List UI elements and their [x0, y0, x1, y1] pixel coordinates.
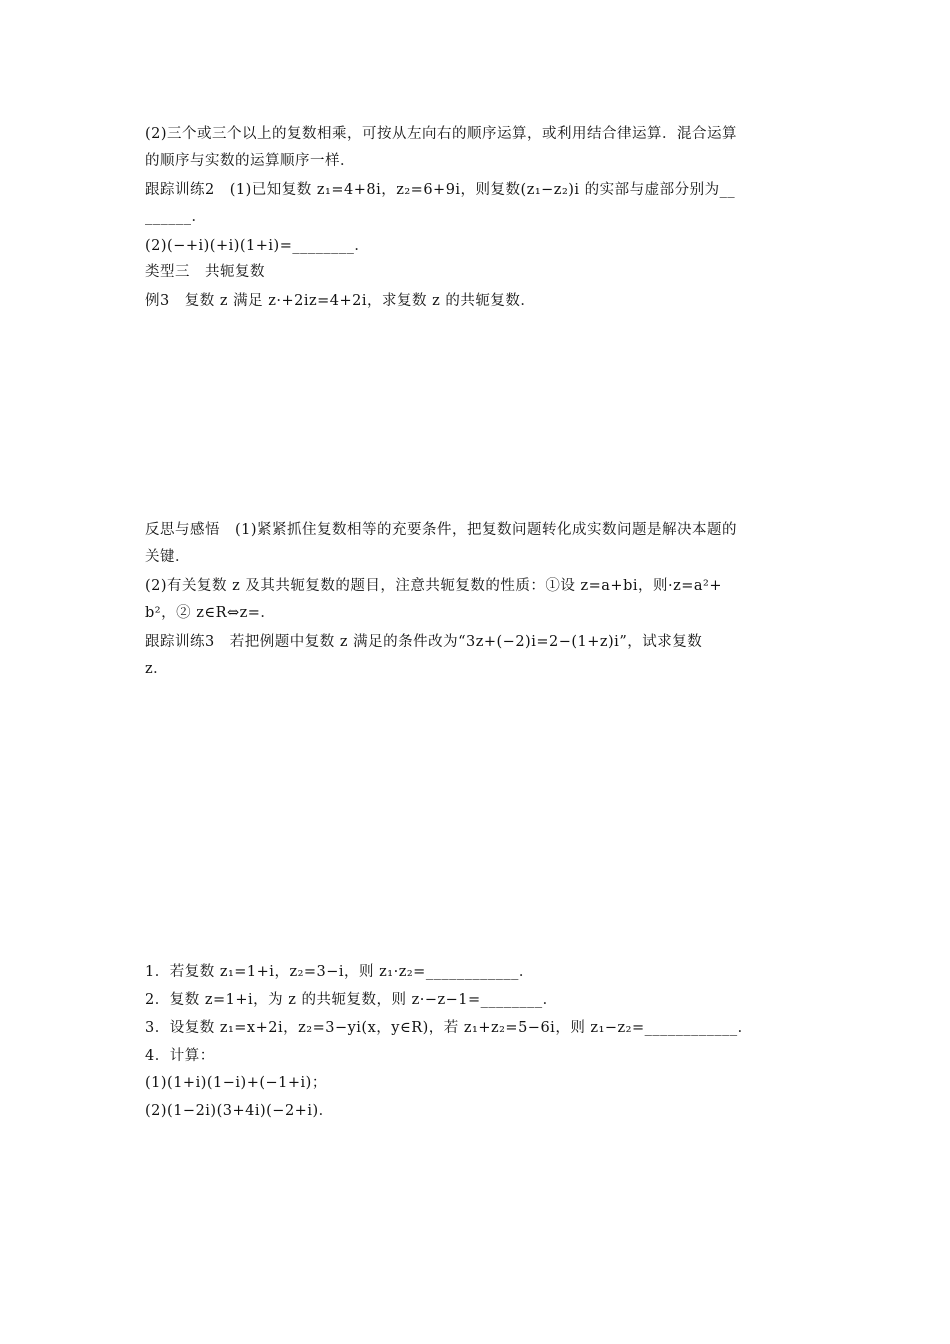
problem-2: 2．复数 z=1+i，为 z 的共轭复数，则 z·−z−1=________． [145, 992, 558, 1008]
problem-3: 3．设复数 z₁=x+2i，z₂=3−yi(x，y∈R)，若 z₁+z₂=5−6i，则 z₁−z₂=____________． [145, 1020, 753, 1036]
section-heading-conjugate: 类型三 共轭复数 [145, 264, 265, 280]
problem-1: 1．若复数 z₁=1+i，z₂=3−i，则 z₁·z₂=____________． [145, 964, 534, 980]
text-line: (2)三个或三个以上的复数相乘，可按从左向右的顺序运算，或利用结合律运算．混合运算 [145, 126, 738, 142]
problem-4-part-2: (2)(1−2i)(3+4i)(−2+i)． [145, 1103, 334, 1119]
text-line: ______． [145, 209, 207, 225]
example-3: 例3 复数 z 满足 z·+2iz=4+2i，求复数 z 的共轭复数． [145, 293, 536, 309]
text-line: (2)有关复数 z 及其共轭复数的题目，注意共轭复数的性质：①设 z=a+bi，则·z=a²+ [145, 578, 723, 594]
problem-4-heading: 4．计算： [145, 1048, 215, 1064]
text-line: 的顺序与实数的运算顺序一样． [145, 153, 355, 169]
text-line: 跟踪训练2 (1)已知复数 z₁=4+8i，z₂=6+9i，则复数(z₁−z₂)i 的实部与虚部分别为__ [145, 182, 736, 198]
text-line: 反思与感悟 (1)紧紧抓住复数相等的充要条件，把复数问题转化成实数问题是解决本题的 [145, 522, 738, 538]
text-line: (2)(−+i)(+i)(1+i)=________． [145, 238, 370, 254]
text-line: 关键． [145, 549, 190, 565]
text-line: 跟踪训练3 若把例题中复数 z 满足的条件改为“3z+(−2)i=2−(1+z)i”，试求复数 [145, 634, 703, 650]
text-line: z． [145, 661, 169, 677]
problem-4-part-1: (1)(1+i)(1−i)+(−1+i)； [145, 1075, 327, 1091]
text-line: b²，② z∈R⇔z=． [145, 605, 276, 621]
